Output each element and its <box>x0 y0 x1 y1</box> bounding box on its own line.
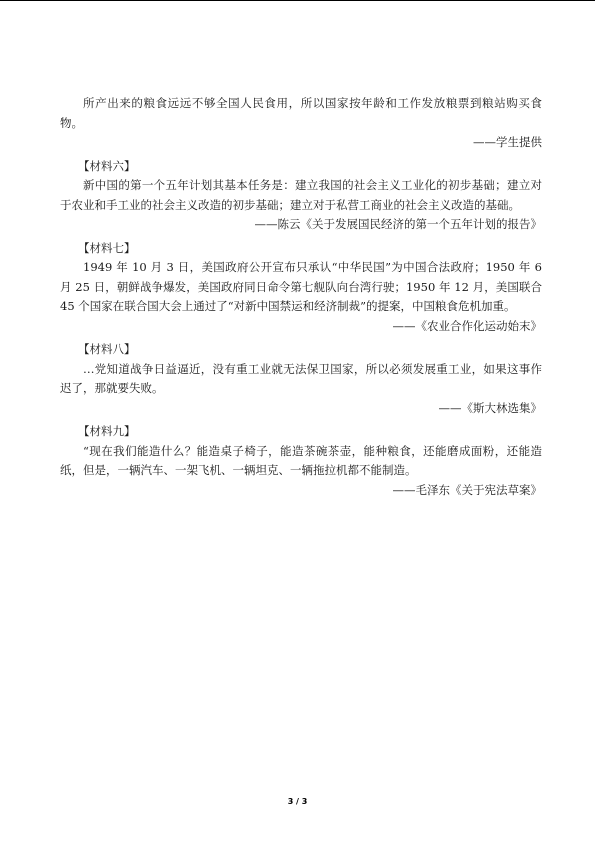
paragraph-five-year-plan: 新中国的第一个五年计划其基本任务是：建立我国的社会主义工业化的初步基础；建立对于农业和手工业的社会主义改造的初步基础；建立对于私营工商业的社会主义改造的基础。 <box>60 178 542 212</box>
heading-material-9: 【材料九】 <box>78 424 136 438</box>
document-body <box>60 94 542 500</box>
paragraph-us-embargo: 1949 年 10 月 3 日，美国政府公开宣布只承认“中华民国”为中国合法政府；1950 年 6 月 25 日，朝鲜战争爆发，美国政府同日命令第七舰队向台湾行驶；1950 年 12 月，美国联合 45 个国家在联合国大会上通过了“对新中国禁运和经济制裁”的提案，中国粮食危机加重。 <box>60 260 542 313</box>
source-agricultural-cooperation: ——《农业合作化运动始末》 <box>392 318 542 333</box>
heading-material-6: 【材料六】 <box>78 158 136 173</box>
paragraph-grain-rationing: 所产出来的粮食远远不够全国人民食用，所以国家按年龄和工作发放粮票到粮站购买食物。 <box>60 96 542 130</box>
paragraph-mao-quote: “现在我们能造什么？能造桌子椅子，能造茶碗茶壶，能种粮食，还能磨成面粉，还能造纸，但是，一辆汽车、一架飞机、一辆坦克、一辆拖拉机都不能制造。 <box>60 443 542 477</box>
source-chen-yun: ——陈云《关于发展国民经济的第一个五年计划的报告》 <box>254 217 542 231</box>
page-number: 3 / 3 <box>287 797 308 806</box>
heading-material-7: 【材料七】 <box>78 240 136 255</box>
source-student: ——学生提供 <box>473 135 542 149</box>
heading-material-8: 【材料八】 <box>78 342 136 356</box>
source-stalin: ——《斯大林选集》 <box>438 400 542 415</box>
paragraph-heavy-industry: …党知道战争日益逼近，没有重工业就无法保卫国家，所以必须发展重工业，如果这事作迟了，那就要失败。 <box>60 361 542 395</box>
top-border-line <box>0 0 595 1</box>
source-mao-zedong: ——毛泽东《关于宪法草案》 <box>392 482 542 497</box>
